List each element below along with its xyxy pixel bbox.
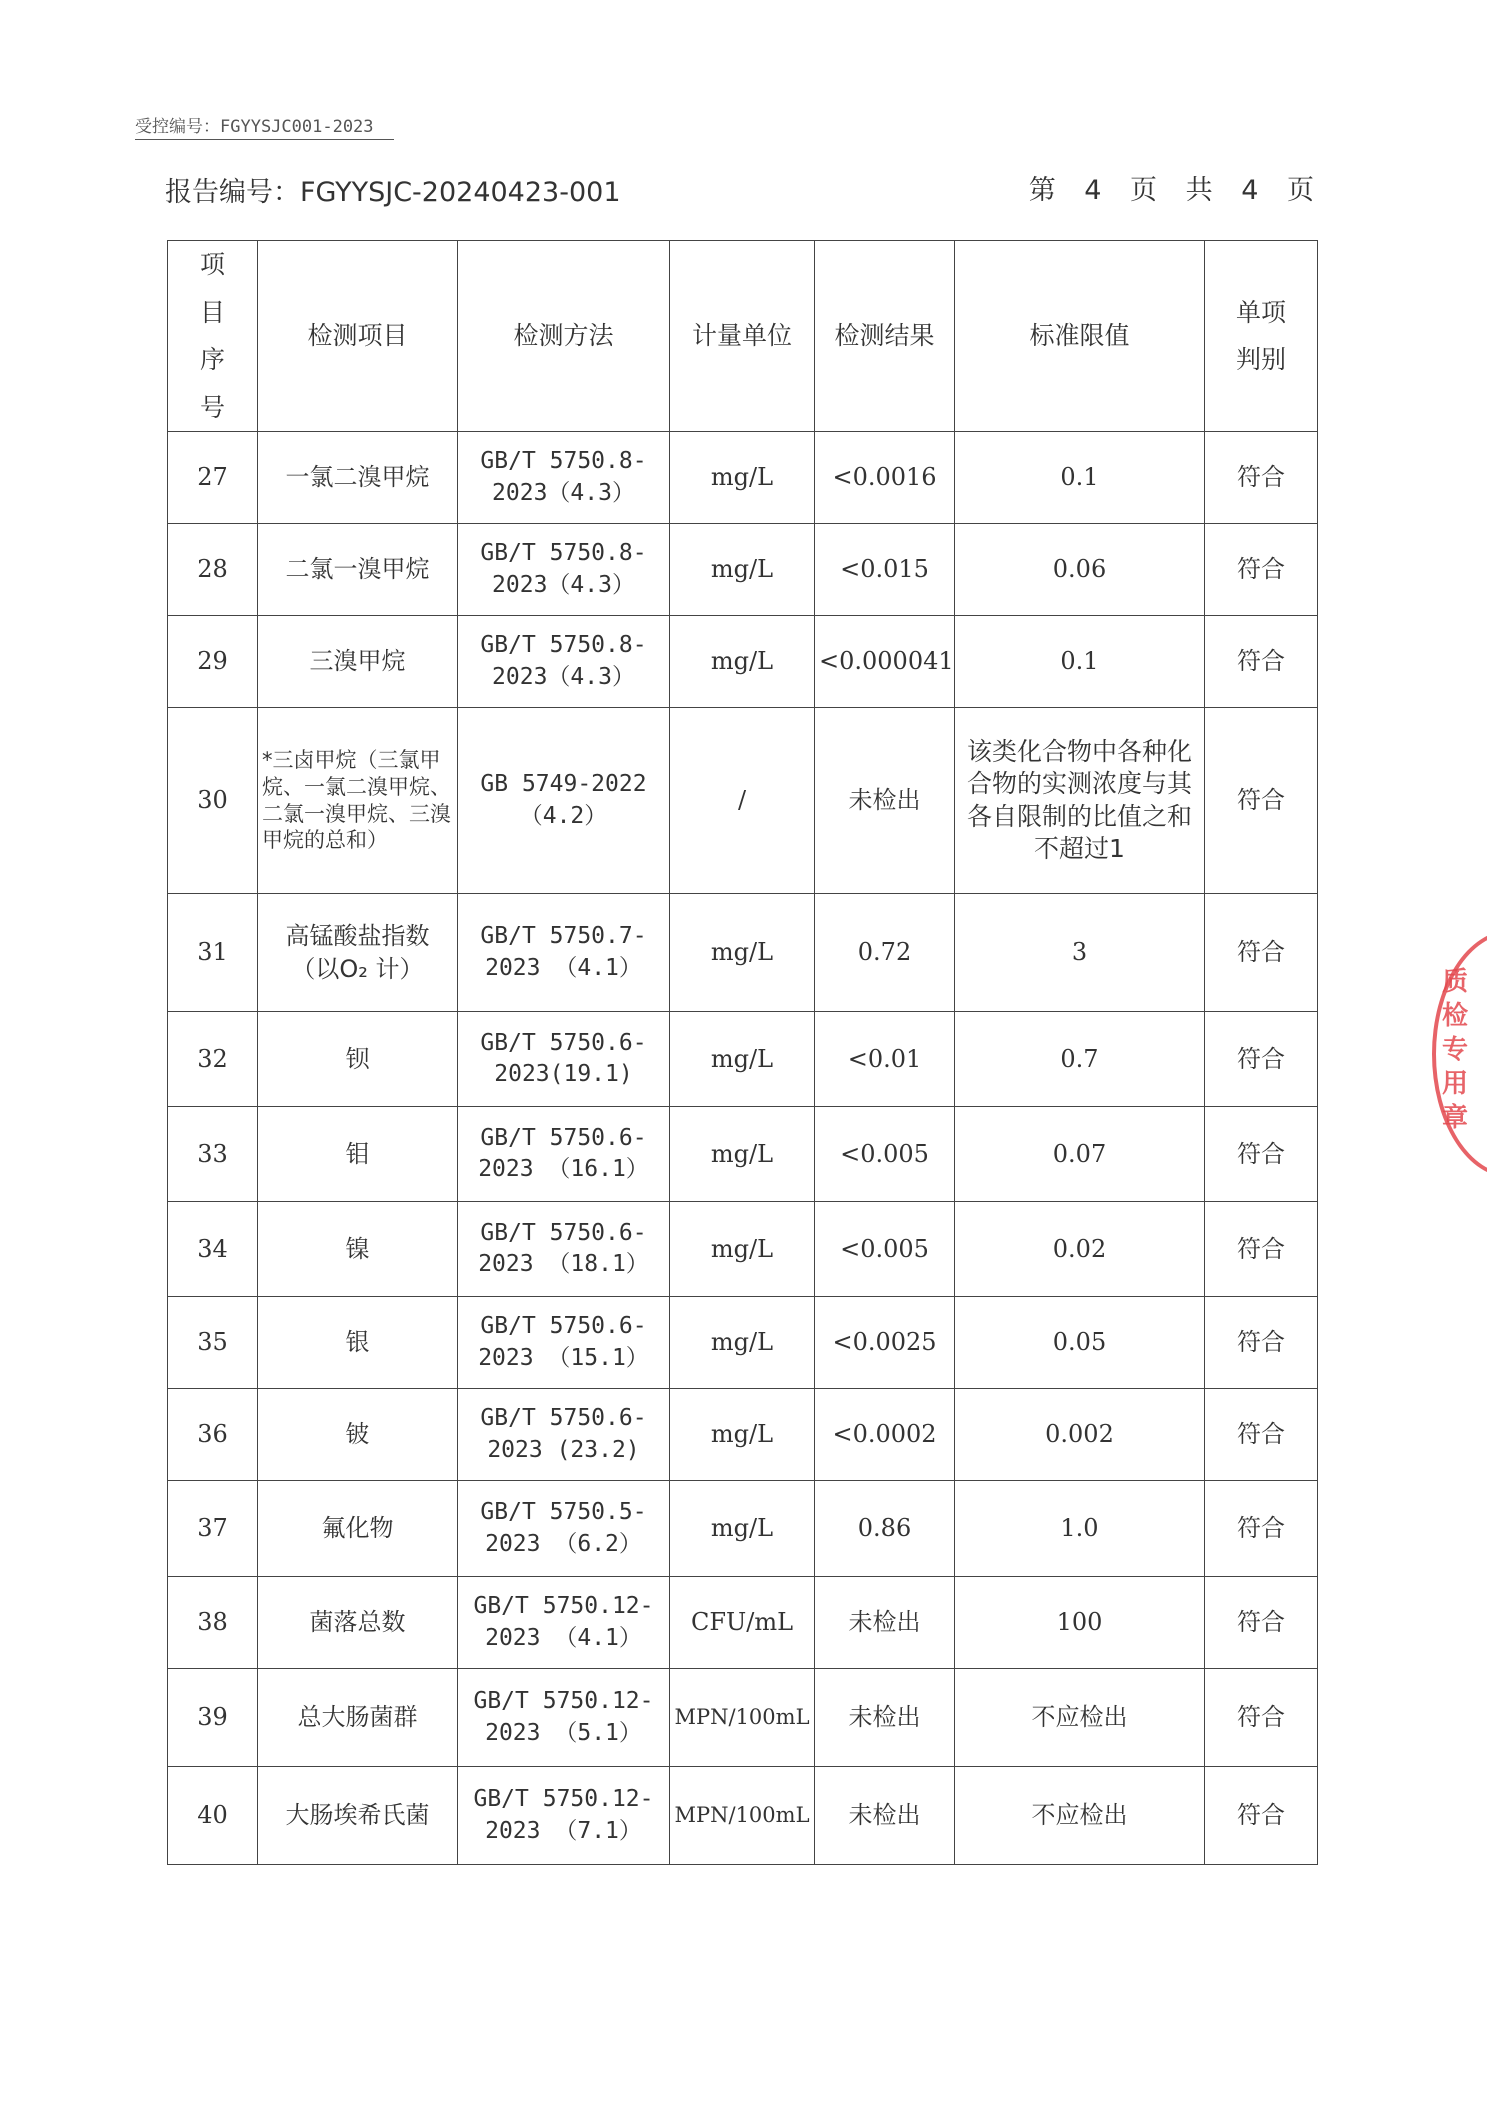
row-limit: 100 [955, 1577, 1205, 1669]
header-judgement: 单项判别 [1205, 241, 1318, 432]
row-method: GB/T 5750.6-2023(19.1) [458, 1012, 670, 1107]
row-result: 未检出 [815, 1669, 955, 1767]
row-item: 钼 [258, 1107, 458, 1202]
row-limit: 0.002 [955, 1389, 1205, 1481]
table-row [168, 1481, 1318, 1577]
row-unit: mg/L [670, 1481, 815, 1577]
header-unit: 计量单位 [670, 241, 815, 432]
row-unit: mg/L [670, 1389, 815, 1481]
row-item: 高锰酸盐指数（以O₂ 计） [258, 894, 458, 1012]
row-item: 银 [258, 1297, 458, 1389]
row-judgement: 符合 [1205, 1577, 1318, 1669]
table-row [168, 1389, 1318, 1481]
row-judgement: 符合 [1205, 894, 1318, 1012]
row-result: 未检出 [815, 1767, 955, 1865]
row-judgement: 符合 [1205, 432, 1318, 524]
row-seq: 30 [168, 708, 258, 894]
header-item: 检测项目 [258, 241, 458, 432]
row-method: GB/T 5750.7-2023 （4.1） [458, 894, 670, 1012]
row-limit: 1.0 [955, 1481, 1205, 1577]
row-unit: mg/L [670, 432, 815, 524]
row-limit: 3 [955, 894, 1205, 1012]
row-unit: / [670, 708, 815, 894]
header-seq: 项目序号 [168, 241, 258, 432]
row-item: 三溴甲烷 [258, 616, 458, 708]
row-result: 未检出 [815, 1577, 955, 1669]
table-row [168, 1577, 1318, 1669]
row-seq: 27 [168, 432, 258, 524]
row-method: GB/T 5750.6-2023 （18.1） [458, 1202, 670, 1297]
row-item: 菌落总数 [258, 1577, 458, 1669]
row-judgement: 符合 [1205, 1481, 1318, 1577]
row-unit: CFU/mL [670, 1577, 815, 1669]
table-row [168, 524, 1318, 616]
row-limit: 0.06 [955, 524, 1205, 616]
row-method: GB/T 5750.8-2023（4.3） [458, 616, 670, 708]
row-seq: 35 [168, 1297, 258, 1389]
row-seq: 29 [168, 616, 258, 708]
row-judgement: 符合 [1205, 1297, 1318, 1389]
row-method: GB/T 5750.12-2023 （7.1） [458, 1767, 670, 1865]
row-method: GB/T 5750.6-2023 (23.2) [458, 1389, 670, 1481]
page-number: 第 4 页 共 4 页 [1028, 175, 1324, 206]
row-item: 一氯二溴甲烷 [258, 432, 458, 524]
row-seq: 28 [168, 524, 258, 616]
row-judgement: 符合 [1205, 616, 1318, 708]
row-seq: 33 [168, 1107, 258, 1202]
row-result: 未检出 [815, 708, 955, 894]
row-unit: mg/L [670, 1012, 815, 1107]
table-row [168, 1767, 1318, 1865]
row-item: 总大肠菌群 [258, 1669, 458, 1767]
row-judgement: 符合 [1205, 1012, 1318, 1107]
row-item: 氟化物 [258, 1481, 458, 1577]
row-item: 二氯一溴甲烷 [258, 524, 458, 616]
row-limit: 0.07 [955, 1107, 1205, 1202]
row-judgement: 符合 [1205, 1202, 1318, 1297]
row-result: <0.015 [815, 524, 955, 616]
header-limit: 标准限值 [955, 241, 1205, 432]
row-unit: MPN/100mL [670, 1767, 815, 1865]
row-seq: 40 [168, 1767, 258, 1865]
row-item: 镍 [258, 1202, 458, 1297]
header-result: 检测结果 [815, 241, 955, 432]
row-judgement: 符合 [1205, 708, 1318, 894]
row-limit: 不应检出 [955, 1767, 1205, 1865]
row-unit: mg/L [670, 894, 815, 1012]
row-item: *三卤甲烷（三氯甲烷、一氯二溴甲烷、二氯一溴甲烷、三溴甲烷的总和） [258, 708, 458, 894]
row-method: GB/T 5750.12-2023 （4.1） [458, 1577, 670, 1669]
row-seq: 38 [168, 1577, 258, 1669]
row-method: GB/T 5750.12-2023 （5.1） [458, 1669, 670, 1767]
row-limit: 0.1 [955, 616, 1205, 708]
row-method: GB/T 5750.6-2023 （15.1） [458, 1297, 670, 1389]
row-unit: mg/L [670, 524, 815, 616]
row-method: GB 5749-2022（4.2） [458, 708, 670, 894]
row-item: 大肠埃希氏菌 [258, 1767, 458, 1865]
row-method: GB/T 5750.8-2023（4.3） [458, 524, 670, 616]
row-result: 0.72 [815, 894, 955, 1012]
row-unit: mg/L [670, 616, 815, 708]
row-judgement: 符合 [1205, 524, 1318, 616]
row-seq: 37 [168, 1481, 258, 1577]
row-unit: mg/L [670, 1202, 815, 1297]
row-limit: 0.05 [955, 1297, 1205, 1389]
row-limit: 0.1 [955, 432, 1205, 524]
row-seq: 31 [168, 894, 258, 1012]
row-judgement: 符合 [1205, 1669, 1318, 1767]
row-seq: 36 [168, 1389, 258, 1481]
row-result: <0.0002 [815, 1389, 955, 1481]
table-row [168, 432, 1318, 524]
row-item: 铍 [258, 1389, 458, 1481]
table-row [168, 708, 1318, 894]
table-row [168, 616, 1318, 708]
row-result: <0.0025 [815, 1297, 955, 1389]
official-seal-text: 质检专用章 [1442, 967, 1469, 1133]
row-limit: 该类化合物中各种化合物的实测浓度与其各自限制的比值之和不超过1 [955, 708, 1205, 894]
table-row [168, 1012, 1318, 1107]
table-row [168, 1297, 1318, 1389]
row-result: <0.000041 [815, 616, 955, 708]
row-judgement: 符合 [1205, 1107, 1318, 1202]
row-limit: 0.02 [955, 1202, 1205, 1297]
table-row [168, 1669, 1318, 1767]
row-result: <0.0016 [815, 432, 955, 524]
row-unit: mg/L [670, 1297, 815, 1389]
row-method: GB/T 5750.5-2023 （6.2） [458, 1481, 670, 1577]
row-unit: mg/L [670, 1107, 815, 1202]
row-seq: 32 [168, 1012, 258, 1107]
table-row [168, 1202, 1318, 1297]
table-header-row [168, 241, 1318, 432]
row-judgement: 符合 [1205, 1767, 1318, 1865]
row-method: GB/T 5750.8-2023（4.3） [458, 432, 670, 524]
header-method: 检测方法 [458, 241, 670, 432]
report-number: 报告编号：FGYYSJC-20240423-001 [165, 177, 621, 208]
row-result: <0.005 [815, 1107, 955, 1202]
row-seq: 34 [168, 1202, 258, 1297]
table-row [168, 894, 1318, 1012]
row-method: GB/T 5750.6-2023 （16.1） [458, 1107, 670, 1202]
row-result: 0.86 [815, 1481, 955, 1577]
test-results-table [167, 240, 1318, 1865]
row-seq: 39 [168, 1669, 258, 1767]
row-result: <0.01 [815, 1012, 955, 1107]
row-result: <0.005 [815, 1202, 955, 1297]
row-item: 钡 [258, 1012, 458, 1107]
table-row [168, 1107, 1318, 1202]
control-number: 受控编号：FGYYSJC001-2023 [135, 112, 394, 140]
row-limit: 0.7 [955, 1012, 1205, 1107]
row-unit: MPN/100mL [670, 1669, 815, 1767]
row-judgement: 符合 [1205, 1389, 1318, 1481]
row-limit: 不应检出 [955, 1669, 1205, 1767]
